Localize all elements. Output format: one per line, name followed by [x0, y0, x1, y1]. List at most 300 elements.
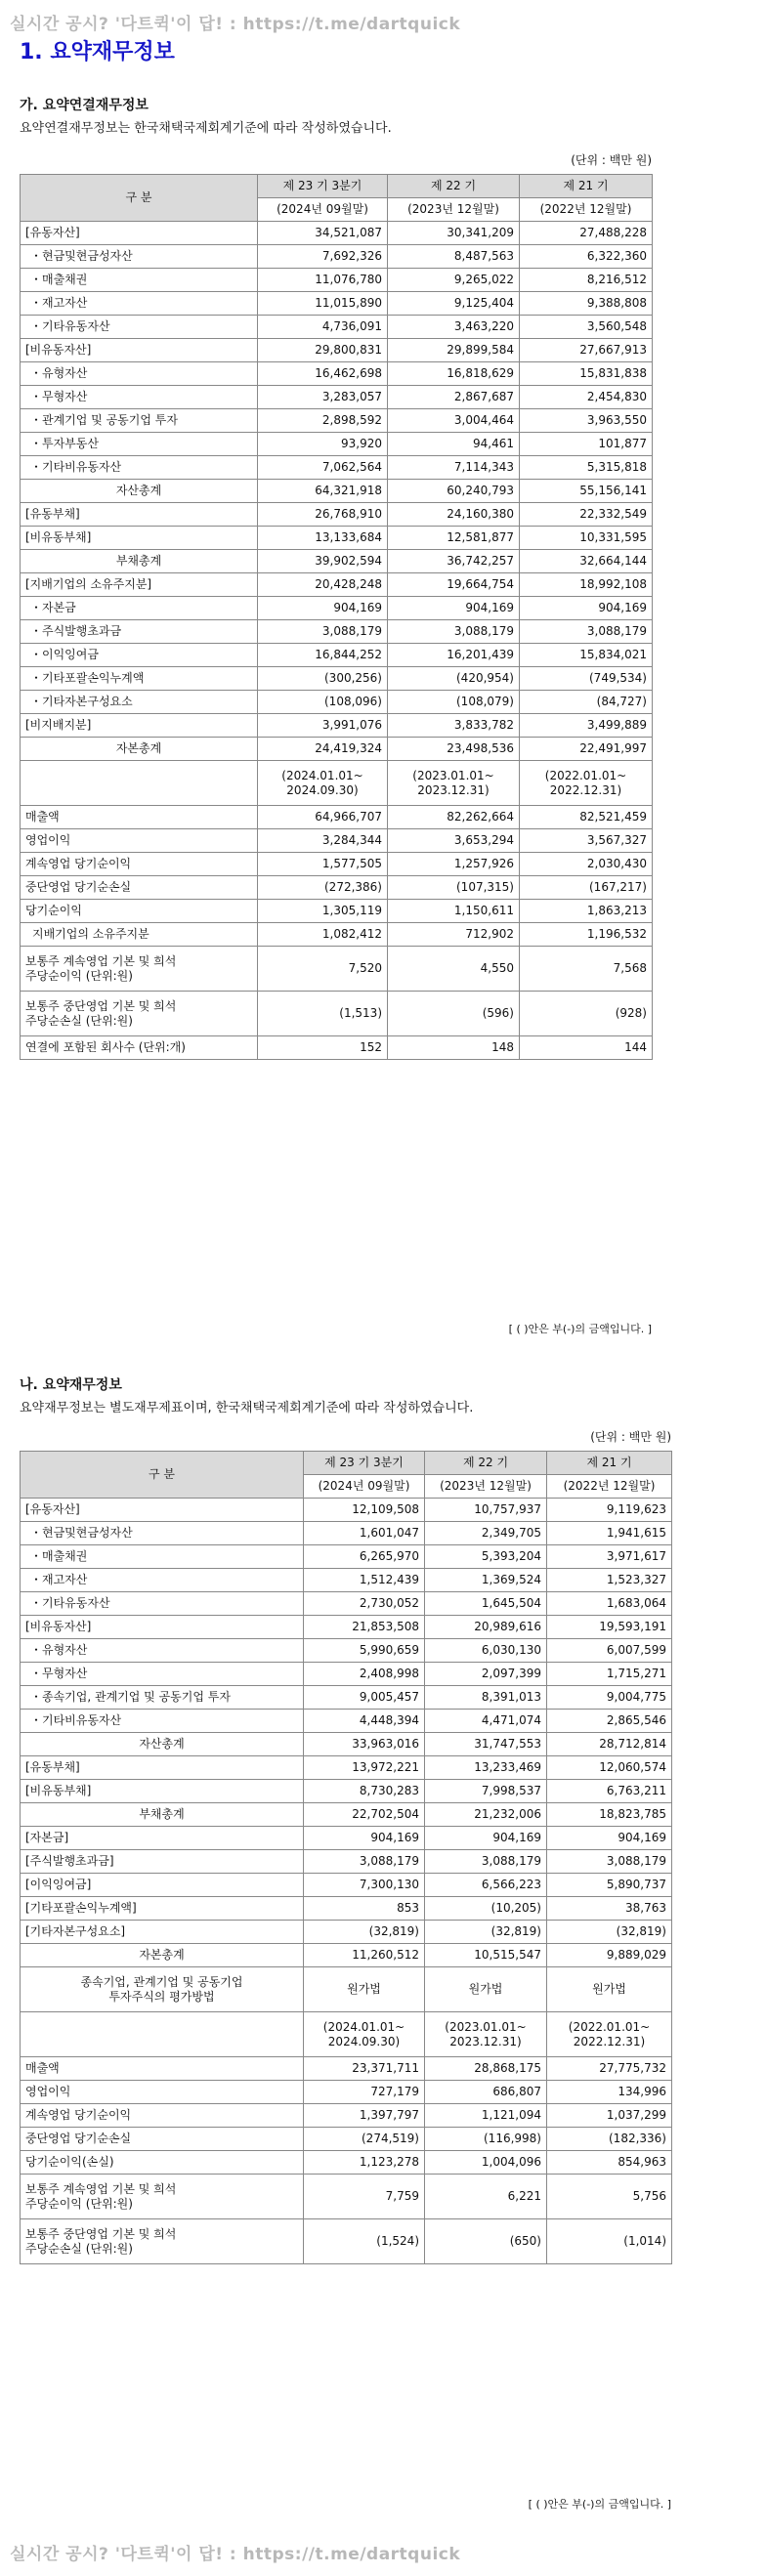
subheader-date: (2022년 12월말) — [520, 198, 653, 222]
subheader-date: (2024년 09월말) — [304, 1475, 425, 1499]
row-value: 27,667,913 — [520, 339, 653, 362]
row-value: 33,963,016 — [304, 1733, 425, 1756]
row-value: 29,899,584 — [388, 339, 520, 362]
table-row — [21, 1499, 672, 1522]
table-row — [21, 480, 653, 503]
row-value: 3,653,294 — [388, 829, 520, 853]
consolidated-summary-table — [20, 174, 653, 1060]
row-value: 5,990,659 — [304, 1639, 425, 1663]
row-value: 29,800,831 — [258, 339, 388, 362]
row-value: 6,265,970 — [304, 1545, 425, 1569]
row-value: 727,179 — [304, 2081, 425, 2104]
table-row — [21, 1733, 672, 1756]
row-value: 904,169 — [425, 1827, 547, 1850]
row-value: 2,730,052 — [304, 1592, 425, 1616]
cell-line: 2024.09.30) — [327, 2034, 401, 2048]
row-value: 11,260,512 — [304, 1944, 425, 1967]
table-row — [21, 714, 653, 738]
row-label: ・기타유동자산 — [21, 1592, 304, 1616]
row-label: 영업이익 — [21, 829, 258, 853]
row-value: 1,037,299 — [547, 2104, 672, 2128]
row-value: 16,462,698 — [258, 362, 388, 386]
watermark-bottom: 실시간 공시? '다트퀵'이 답! : https://t.me/dartquick — [10, 2545, 461, 2564]
row-value: 1,577,505 — [258, 853, 388, 876]
row-value: 19,593,191 — [547, 1616, 672, 1639]
row-value: 1,150,611 — [388, 900, 520, 923]
row-label: ・기타포괄손익누계액 — [21, 667, 258, 691]
row-label: [자본금] — [21, 1827, 304, 1850]
row-label: [비유동부채] — [21, 527, 258, 550]
subheader-date: (2023년 12월말) — [388, 198, 520, 222]
row-value: 20,989,616 — [425, 1616, 547, 1639]
row-value: 12,581,877 — [388, 527, 520, 550]
cell-line: 보통주 계속영업 기본 및 희석 — [25, 2181, 177, 2196]
row-value: 23,371,711 — [304, 2057, 425, 2081]
table-row — [21, 853, 653, 876]
subheader-date: (2023년 12월말) — [425, 1475, 547, 1499]
row-value: 26,768,910 — [258, 503, 388, 527]
row-label: ・주식발행초과금 — [21, 620, 258, 644]
row-value: 1,397,797 — [304, 2104, 425, 2128]
row-value: 2,454,830 — [520, 386, 653, 409]
row-label — [21, 2219, 304, 2264]
row-label — [21, 992, 258, 1036]
row-value: (1,014) — [547, 2219, 672, 2264]
separate-title: 나. 요약재무정보 — [20, 1377, 122, 1393]
header-period: 제 21 기 — [520, 175, 653, 198]
row-label: ・종속기업, 관계기업 및 공동기업 투자 — [21, 1686, 304, 1710]
row-label: [기타포괄손익누계액] — [21, 1897, 304, 1921]
cell-line: 주당순손실 (단위:원) — [25, 2241, 133, 2256]
row-value: 10,515,547 — [425, 1944, 547, 1967]
cell-line: 종속기업, 관계기업 및 공동기업 — [80, 1974, 243, 1989]
row-label: 매출액 — [21, 2057, 304, 2081]
table-row — [21, 900, 653, 923]
row-value: (1,513) — [258, 992, 388, 1036]
row-value: 36,742,257 — [388, 550, 520, 573]
table-row — [21, 2151, 672, 2175]
cell-line: (2023.01.01~ — [445, 2019, 527, 2034]
row-label: 당기순이익(손실) — [21, 2151, 304, 2175]
watermark-top: 실시간 공시? '다트퀵'이 답! : https://t.me/dartquick — [10, 15, 461, 34]
row-label: 자본총계 — [21, 738, 258, 761]
table-row — [21, 1710, 672, 1733]
row-value: 9,388,808 — [520, 292, 653, 316]
header-period: 제 22 기 — [425, 1452, 547, 1475]
row-value: 3,567,327 — [520, 829, 653, 853]
table-row — [21, 527, 653, 550]
row-value: 1,082,412 — [258, 923, 388, 947]
table-row — [21, 1850, 672, 1874]
row-value: 7,998,537 — [425, 1780, 547, 1803]
row-value: (32,819) — [547, 1921, 672, 1944]
row-label: 지배기업의 소유주지분 — [21, 923, 258, 947]
row-value: 5,890,737 — [547, 1874, 672, 1897]
row-value: 9,125,404 — [388, 292, 520, 316]
cell-line: 주당순이익 (단위:원) — [25, 2196, 133, 2211]
table-row — [21, 1921, 672, 1944]
cell-line: 2023.12.31) — [449, 2034, 522, 2048]
row-value: 64,321,918 — [258, 480, 388, 503]
row-label: ・무형자산 — [21, 1663, 304, 1686]
row-value: 2,898,592 — [258, 409, 388, 433]
row-value: 5,393,204 — [425, 1545, 547, 1569]
row-value: 4,550 — [388, 947, 520, 992]
row-label: ・기타자본구성요소 — [21, 691, 258, 714]
row-value: 1,863,213 — [520, 900, 653, 923]
separate-unit: (단위 : 백만 원) — [590, 1430, 671, 1444]
row-value: 7,568 — [520, 947, 653, 992]
method-row — [21, 1967, 672, 2012]
row-label: ・매출채권 — [21, 1545, 304, 1569]
separate-summary-table — [20, 1451, 672, 2264]
row-value: 19,664,754 — [388, 573, 520, 597]
row-label: ・매출채권 — [21, 269, 258, 292]
row-value: 3,499,889 — [520, 714, 653, 738]
row-value: 3,991,076 — [258, 714, 388, 738]
table-row — [21, 992, 653, 1036]
row-value: 3,088,179 — [258, 620, 388, 644]
cell-line: 2023.12.31) — [417, 782, 490, 797]
row-label: [지배기업의 소유주지분] — [21, 573, 258, 597]
table-row — [21, 245, 653, 269]
row-value: (167,217) — [520, 876, 653, 900]
table-row — [21, 2219, 672, 2264]
row-value: 148 — [388, 1036, 520, 1060]
cell-line: 보통주 중단영업 기본 및 희석 — [25, 2226, 177, 2241]
row-value: 1,715,271 — [547, 1663, 672, 1686]
row-value: 82,521,459 — [520, 806, 653, 829]
row-label: ・재고자산 — [21, 292, 258, 316]
row-value: 4,471,074 — [425, 1710, 547, 1733]
row-value: 24,160,380 — [388, 503, 520, 527]
row-label: [비유동부채] — [21, 1780, 304, 1803]
row-value: 20,428,248 — [258, 573, 388, 597]
row-value: 3,088,179 — [388, 620, 520, 644]
table-row — [21, 691, 653, 714]
row-value: 853 — [304, 1897, 425, 1921]
table-row — [21, 597, 653, 620]
row-value: 13,972,221 — [304, 1756, 425, 1780]
row-value: 686,807 — [425, 2081, 547, 2104]
method-value: 원가법 — [304, 1967, 425, 2012]
period-range — [258, 761, 388, 806]
row-value: 21,853,508 — [304, 1616, 425, 1639]
row-label: 계속영업 당기순이익 — [21, 2104, 304, 2128]
row-value: 9,265,022 — [388, 269, 520, 292]
table-row — [21, 1036, 653, 1060]
row-value: 3,284,344 — [258, 829, 388, 853]
row-value: 16,844,252 — [258, 644, 388, 667]
row-value: 1,512,439 — [304, 1569, 425, 1592]
row-value: 3,088,179 — [547, 1850, 672, 1874]
header-period: 제 21 기 — [547, 1452, 672, 1475]
row-value: (32,819) — [425, 1921, 547, 1944]
table-row — [21, 292, 653, 316]
header-period: 제 22 기 — [388, 175, 520, 198]
row-value: 24,419,324 — [258, 738, 388, 761]
row-label: [유동부채] — [21, 503, 258, 527]
header-category: 구 분 — [21, 175, 258, 222]
row-value: 8,487,563 — [388, 245, 520, 269]
row-value: 11,015,890 — [258, 292, 388, 316]
row-value: 904,169 — [258, 597, 388, 620]
row-value: (84,727) — [520, 691, 653, 714]
page-title: 1. 요약재무정보 — [20, 40, 175, 64]
separate-description: 요약재무정보는 별도재무제표이며, 한국채택국제회계기준에 따라 작성하였습니다. — [20, 1401, 474, 1415]
row-value: 5,756 — [547, 2175, 672, 2219]
table-row — [21, 1780, 672, 1803]
row-label: ・유형자산 — [21, 362, 258, 386]
table-row — [21, 222, 653, 245]
table-row — [21, 620, 653, 644]
row-value: 34,521,087 — [258, 222, 388, 245]
header-row — [21, 1452, 672, 1475]
table-row — [21, 1663, 672, 1686]
table-row — [21, 409, 653, 433]
row-value: 7,520 — [258, 947, 388, 992]
row-label: ・기타비유동자산 — [21, 456, 258, 480]
row-label: [유동자산] — [21, 222, 258, 245]
table-row — [21, 386, 653, 409]
row-value: 1,369,524 — [425, 1569, 547, 1592]
row-value: 82,262,664 — [388, 806, 520, 829]
consolidated-description: 요약연결재무정보는 한국채택국제회계기준에 따라 작성하였습니다. — [20, 121, 392, 136]
header-period: 제 23 기 3분기 — [304, 1452, 425, 1475]
row-value: 38,763 — [547, 1897, 672, 1921]
row-value: 2,408,998 — [304, 1663, 425, 1686]
row-value: 9,119,623 — [547, 1499, 672, 1522]
row-value: 28,868,175 — [425, 2057, 547, 2081]
row-value: 904,169 — [388, 597, 520, 620]
row-value: 2,865,546 — [547, 1710, 672, 1733]
row-value: 152 — [258, 1036, 388, 1060]
row-value: (596) — [388, 992, 520, 1036]
row-value: 9,005,457 — [304, 1686, 425, 1710]
table-row — [21, 2104, 672, 2128]
cell-line: 2022.12.31) — [573, 2034, 646, 2048]
row-value: 18,823,785 — [547, 1803, 672, 1827]
cell-line: (2024.01.01~ — [322, 2019, 405, 2034]
row-value: 21,232,006 — [425, 1803, 547, 1827]
table-row — [21, 829, 653, 853]
cell-line: 주당순손실 (단위:원) — [25, 1013, 133, 1028]
row-value: 1,257,926 — [388, 853, 520, 876]
cell-line: 2022.12.31) — [549, 782, 622, 797]
row-label: 연결에 포함된 회사수 (단위:개) — [21, 1036, 258, 1060]
consolidated-footnote: [ ( )안은 부(-)의 금액입니다. ] — [508, 1323, 652, 1335]
table-row — [21, 269, 653, 292]
row-value: (182,336) — [547, 2128, 672, 2151]
row-value: 3,463,220 — [388, 316, 520, 339]
cell-line: 주당순이익 (단위:원) — [25, 968, 133, 983]
row-value: 6,221 — [425, 2175, 547, 2219]
header-category: 구 분 — [21, 1452, 304, 1499]
table-row — [21, 1686, 672, 1710]
row-value: 31,747,553 — [425, 1733, 547, 1756]
row-value: 4,736,091 — [258, 316, 388, 339]
row-value: 12,060,574 — [547, 1756, 672, 1780]
row-label: [유동자산] — [21, 1499, 304, 1522]
row-value: 3,833,782 — [388, 714, 520, 738]
row-label: [비유동자산] — [21, 339, 258, 362]
row-value: 22,332,549 — [520, 503, 653, 527]
subheader-date: (2022년 12월말) — [547, 1475, 672, 1499]
row-value: 3,971,617 — [547, 1545, 672, 1569]
row-value: 854,963 — [547, 2151, 672, 2175]
row-value: 3,283,057 — [258, 386, 388, 409]
row-value: (300,256) — [258, 667, 388, 691]
row-value: 10,757,937 — [425, 1499, 547, 1522]
table-row — [21, 1639, 672, 1663]
header-row — [21, 175, 653, 198]
period-range — [425, 2012, 547, 2057]
row-value: 1,683,064 — [547, 1592, 672, 1616]
row-value: 2,030,430 — [520, 853, 653, 876]
row-value: 3,088,179 — [425, 1850, 547, 1874]
row-value: (749,534) — [520, 667, 653, 691]
table-row — [21, 316, 653, 339]
row-label: 중단영업 당기순손실 — [21, 2128, 304, 2151]
row-label: [유동부채] — [21, 1756, 304, 1780]
row-value: 13,233,469 — [425, 1756, 547, 1780]
row-value: 7,300,130 — [304, 1874, 425, 1897]
row-label: 매출액 — [21, 806, 258, 829]
row-value: 12,109,508 — [304, 1499, 425, 1522]
row-value: (272,386) — [258, 876, 388, 900]
row-value: (420,954) — [388, 667, 520, 691]
table-row — [21, 1803, 672, 1827]
row-value: 6,007,599 — [547, 1639, 672, 1663]
table-row — [21, 1827, 672, 1850]
cell-line: 보통주 중단영업 기본 및 희석 — [25, 998, 177, 1013]
row-value: 3,088,179 — [520, 620, 653, 644]
cell-line: 투자주식의 평가방법 — [108, 1989, 215, 2004]
row-value: 3,560,548 — [520, 316, 653, 339]
row-value: 15,834,021 — [520, 644, 653, 667]
row-label: ・이익잉여금 — [21, 644, 258, 667]
row-value: 27,488,228 — [520, 222, 653, 245]
table-row — [21, 503, 653, 527]
period-range — [547, 2012, 672, 2057]
row-value: 7,692,326 — [258, 245, 388, 269]
row-value: 55,156,141 — [520, 480, 653, 503]
row-value: 64,966,707 — [258, 806, 388, 829]
row-label — [21, 947, 258, 992]
table-row — [21, 1944, 672, 1967]
row-value: (32,819) — [304, 1921, 425, 1944]
row-value: 134,996 — [547, 2081, 672, 2104]
row-value: (108,079) — [388, 691, 520, 714]
row-label: ・기타비유동자산 — [21, 1710, 304, 1733]
period-blank — [21, 761, 258, 806]
table-row — [21, 1756, 672, 1780]
row-label: 중단영업 당기순손실 — [21, 876, 258, 900]
row-label: [비유동자산] — [21, 1616, 304, 1639]
row-label: 당기순이익 — [21, 900, 258, 923]
row-value: 8,391,013 — [425, 1686, 547, 1710]
row-label: ・재고자산 — [21, 1569, 304, 1592]
cell-line: (2024.01.01~ — [281, 768, 363, 782]
row-value: 3,088,179 — [304, 1850, 425, 1874]
row-label — [21, 2175, 304, 2219]
row-value: 18,992,108 — [520, 573, 653, 597]
row-value: 22,702,504 — [304, 1803, 425, 1827]
table-row — [21, 1545, 672, 1569]
row-label: 자산총계 — [21, 1733, 304, 1756]
period-row — [21, 2012, 672, 2057]
row-value: 16,818,629 — [388, 362, 520, 386]
row-label: 계속영업 당기순이익 — [21, 853, 258, 876]
row-value: 4,448,394 — [304, 1710, 425, 1733]
row-label: 자산총계 — [21, 480, 258, 503]
row-value: 22,491,997 — [520, 738, 653, 761]
table-row — [21, 667, 653, 691]
row-value: 6,566,223 — [425, 1874, 547, 1897]
row-label: ・무형자산 — [21, 386, 258, 409]
table-row — [21, 738, 653, 761]
row-value: 8,216,512 — [520, 269, 653, 292]
row-value: 8,730,283 — [304, 1780, 425, 1803]
row-value: 27,775,732 — [547, 2057, 672, 2081]
table-row — [21, 1616, 672, 1639]
consolidated-unit: (단위 : 백만 원) — [571, 153, 652, 167]
table-row — [21, 806, 653, 829]
row-value: 904,169 — [547, 1827, 672, 1850]
row-value: 712,902 — [388, 923, 520, 947]
consolidated-title: 가. 요약연결재무정보 — [20, 98, 149, 113]
row-value: 101,877 — [520, 433, 653, 456]
row-value: 9,004,775 — [547, 1686, 672, 1710]
row-value: 23,498,536 — [388, 738, 520, 761]
row-label: 자본총계 — [21, 1944, 304, 1967]
method-value: 원가법 — [547, 1967, 672, 2012]
table-row — [21, 362, 653, 386]
row-value: 94,461 — [388, 433, 520, 456]
table-row — [21, 947, 653, 992]
cell-line: (2022.01.01~ — [568, 2019, 651, 2034]
cell-line: 보통주 계속영업 기본 및 희석 — [25, 953, 177, 968]
row-value: 3,004,464 — [388, 409, 520, 433]
row-value: 904,169 — [520, 597, 653, 620]
row-value: (274,519) — [304, 2128, 425, 2151]
row-label: ・현금및현금성자산 — [21, 1522, 304, 1545]
row-value: 11,076,780 — [258, 269, 388, 292]
table-row — [21, 1522, 672, 1545]
row-value: 6,322,360 — [520, 245, 653, 269]
row-value: 1,523,327 — [547, 1569, 672, 1592]
row-label: ・자본금 — [21, 597, 258, 620]
row-label: ・투자부동산 — [21, 433, 258, 456]
row-value: 7,759 — [304, 2175, 425, 2219]
table-row — [21, 433, 653, 456]
separate-footnote: [ ( )안은 부(-)의 금액입니다. ] — [528, 2498, 671, 2511]
period-blank — [21, 2012, 304, 2057]
row-value: 144 — [520, 1036, 653, 1060]
row-value: 1,121,094 — [425, 2104, 547, 2128]
table-row — [21, 2057, 672, 2081]
cell-line: (2023.01.01~ — [412, 768, 494, 782]
row-value: 3,963,550 — [520, 409, 653, 433]
row-value: 30,341,209 — [388, 222, 520, 245]
row-value: 2,867,687 — [388, 386, 520, 409]
row-value: 32,664,144 — [520, 550, 653, 573]
row-value: (116,998) — [425, 2128, 547, 2151]
table-row — [21, 1592, 672, 1616]
row-label: ・관계기업 및 공동기업 투자 — [21, 409, 258, 433]
row-value: 1,645,504 — [425, 1592, 547, 1616]
table-row — [21, 876, 653, 900]
